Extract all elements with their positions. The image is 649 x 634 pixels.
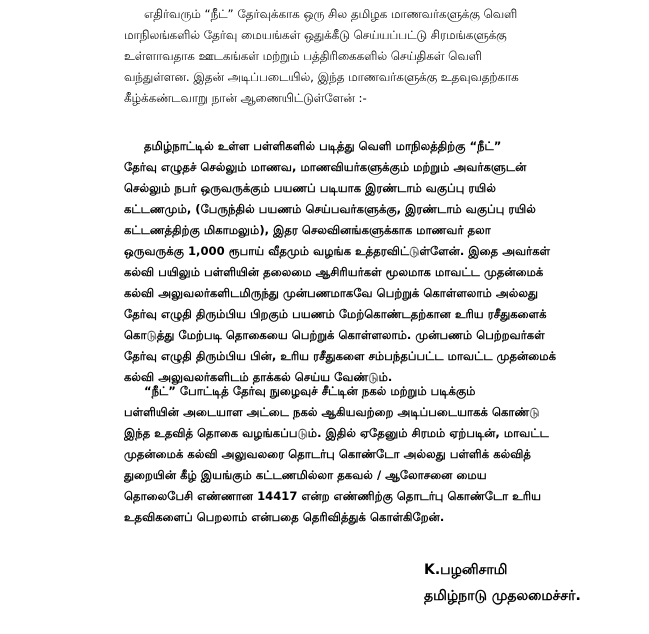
paragraph-intro [124, 4, 564, 109]
paragraph-line: தேர்வு எழுதச் செல்லும் மாணவ, மாணவியர்களுக்கும் மற்றும் அவர்களுடன் [124, 160, 527, 174]
paragraph-line: உள்ளாவதாக ஊடகங்கள் மற்றும் பத்திரிகைகளில் செய்திகள் வெளி [124, 49, 482, 63]
signature-name: K.பழனிசாமி [424, 562, 508, 578]
paragraph-line: கல்வி அலுவலர்களிடம் தாக்கல் செய்ய வேண்டும். [124, 370, 393, 384]
paragraph-documents-helpline [124, 381, 564, 528]
paragraph-line: ஒருவருக்கு 1,000 ரூபாய் வீதமும் வழங்க உத்தரவிட்டுள்ளேன். இதை அவர்கள் [124, 244, 551, 258]
paragraph-line: கீழ்க்கண்டவாறு நான் ஆணையிட்டுள்ளேன் :- [124, 91, 367, 105]
paragraph-line: தேர்வு எழுதி திரும்பிய பின், உரிய ரசீதுகளை சம்பந்தப்பட்ட மாவட்ட முதன்மைக் [124, 349, 556, 363]
paragraph-line: கல்வி அலுவலர்களிடமிருந்து முன்பணமாகவே பெற்றுக் கொள்ளலாம் அல்லது [124, 286, 539, 300]
paragraph-line: துறையின் கீழ் இயங்கும் கட்டணமில்லா தகவல் / ஆலோசனை மைய [124, 468, 487, 482]
paragraph-travel-allowance [124, 136, 564, 388]
paragraph-line: எதிர்வரும் “நீட்” தேர்வுக்காக ஒரு சில தமிழக மாணவர்களுக்கு வெளி [144, 7, 518, 21]
paragraph-line: இந்த உதவித் தொகை வழங்கப்படும். இதில் ஏதேனும் சிரமம் ஏற்படின், மாவட்ட [124, 426, 549, 440]
paragraph-line: வந்துள்ளன. இதன் அடிப்படையில், இந்த மாணவர்களுக்கு உதவுவதற்காக [124, 70, 519, 84]
signature-title: தமிழ்நாடு முதலமைச்சர். [424, 588, 581, 604]
paragraph-line: கட்டணத்திற்கு மிகாமலும்), இதர செலவினங்களுக்காக மாணவர் தலா [124, 223, 491, 237]
paragraph-line: தமிழ்நாட்டில் உள்ள பள்ளிகளில் படித்து வெளி மாநிலத்திற்கு “நீட்” [144, 139, 502, 153]
paragraph-line: பள்ளியின் அடையாள அட்டை நகல் ஆகியவற்றை அடிப்படையாகக் கொண்டு [124, 405, 540, 419]
paragraph-line: தொலைபேசி எண்ணான 14417 என்ற எண்ணிற்கு தொடர்பு கொண்டோ உரிய [124, 489, 542, 503]
paragraph-line: கல்வி பயிலும் பள்ளியின் தலைமை ஆசிரியர்கள் மூலமாக மாவட்ட முதன்மைக் [124, 265, 544, 279]
paragraph-line: கட்டணமும், (பேருந்தில் பயணம் செய்பவர்களுக்கு, இரண்டாம் வகுப்பு ரயில் [124, 202, 536, 216]
paragraph-line: முதன்மைக் கல்வி அலுவலரை தொடர்பு கொண்டோ அல்லது பள்ளிக் கல்வித் [124, 447, 531, 461]
paragraph-line: செல்லும் நபர் ஒருவருக்கும் பயணப் படியாக இரண்டாம் வகுப்பு ரயில் [124, 181, 496, 195]
paragraph-line: மாநிலங்களில் தேர்வு மையங்கள் ஒதுக்கீடு செய்யப்பட்டு சிரமங்களுக்கு [124, 28, 507, 42]
paragraph-line: தேர்வு எழுதி திரும்பிய பிறகும் பயணம் மேற்கொண்டதற்கான உரிய ரசீதுகளைக் [124, 307, 547, 321]
paragraph-line: “நீட்” போட்டித் தேர்வு நுழைவுச் சீட்டின் நகல் மற்றும் படிக்கும் [144, 384, 476, 398]
paragraph-line: உதவிகளைப் பெறலாம் என்பதை தெரிவித்துக் கொள்கிறேன். [124, 510, 445, 524]
paragraph-line: கொடுத்து மேற்படி தொகையை பெற்றுக் கொள்ளலாம். முன்பணம் பெற்றவர்கள் [124, 328, 545, 342]
